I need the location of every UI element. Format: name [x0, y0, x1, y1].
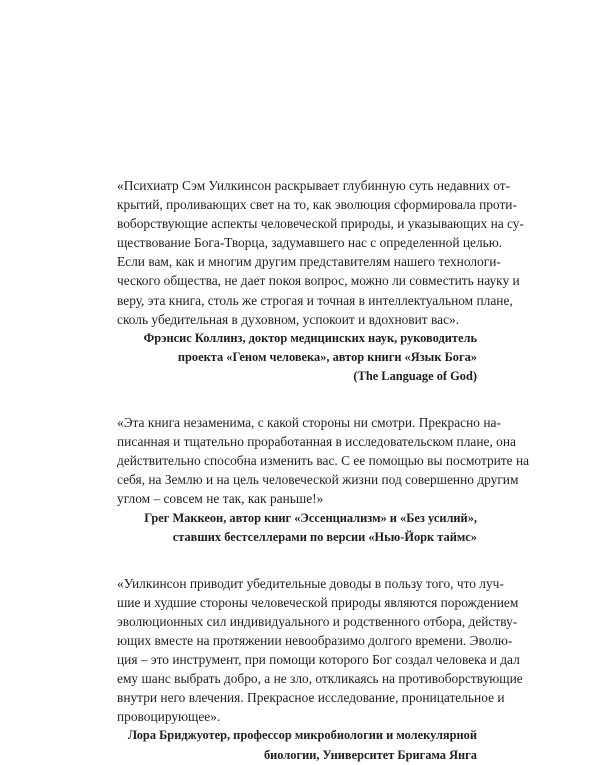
quote-line: внутри него влечения. Прекрасное исследование, проницательное и: [117, 690, 505, 706]
attribution-line: Грег Маккеон, автор книг «Эссенциализм» и «Без усилий»,: [144, 510, 477, 525]
quote-line: провоцирующее».: [117, 709, 221, 725]
attribution-line: Лора Бриджуотер, профессор микробиологии и молекулярной: [127, 728, 477, 743]
attribution-line: ставших бестселлерами по версии «Нью-Йорк таймс»: [172, 529, 477, 544]
quote-line: «Уилкинсон приводит убедительные доводы в пользу того, что луч-: [117, 575, 504, 591]
quote-line: углом – совсем не так, как раньше!»: [117, 491, 324, 507]
quote-line: воборствующие аспекты человеческой природы, и указывающих на су-: [117, 216, 524, 232]
quote-line: ему шанс выбрать добро, а не зло, откликаясь на противоборствующие: [117, 671, 523, 687]
attribution: [117, 329, 477, 386]
attribution-line: проекта «Геном человека», автор книги «Язык Бога»: [177, 349, 477, 364]
attribution-line: Фрэнсис Коллинз, доктор медицинских наук, руководитель: [143, 330, 477, 345]
attribution-line: биологии, Университет Бригама Янга: [263, 747, 477, 762]
quote-line: сколь убедительная в духовном, успокоит и вдохновит вас».: [117, 311, 460, 327]
quote-line: «Эта книга незаменима, с какой стороны ни смотри. Прекрасно на-: [117, 415, 501, 431]
blurb-bridgewater: [117, 574, 523, 765]
quote-line: ческого общества, не дает покоя вопрос, можно ли совместить науку и: [117, 273, 520, 289]
quote-line: писанная и тщательно проработанная в исследовательском плане, она: [117, 434, 516, 450]
quote-line: шие и худшие стороны человеческой природы являются порождением: [117, 594, 519, 610]
attribution: [117, 509, 477, 547]
attribution-line: (The Language of God): [353, 368, 477, 383]
attribution: [117, 726, 477, 764]
quote-line: себя, на Землю и на цель человеческой жизни под совершенно другим: [117, 472, 519, 488]
quote-line: ющих вместе на протяжении невообразимо долгого времени. Эволю-: [117, 632, 513, 648]
quote-line: Если вам, как и многим другим представителям нашего технологи-: [117, 254, 501, 270]
praise-page: [117, 176, 530, 765]
quote-text: [117, 413, 530, 508]
quote-line: ция – это инструмент, при помощи которого Бог создал человека и дал: [117, 652, 520, 668]
blurb-collins: [117, 176, 524, 386]
quote-line: «Психиатр Сэм Уилкинсон раскрывает глубинную суть недавних от-: [117, 178, 511, 193]
quote-text: [117, 176, 524, 329]
quote-text: [117, 574, 523, 727]
quote-line: веру, эта книга, столь же строгая и точная в интеллектуальном плане,: [117, 292, 513, 308]
quote-line: действительно способна изменить вас. С ее помощью вы посмотрите на: [117, 453, 530, 469]
quote-line: эволюционных сил индивидуального и родственного отбора, действу-: [117, 613, 518, 629]
quote-line: крытий, проливающих свет на то, как эволюция сформировала проти-: [117, 197, 517, 213]
blurb-mckeown: [117, 413, 530, 547]
quote-line: ществование Бога-Творца, задумавшего нас с определенной целью.: [117, 235, 503, 251]
